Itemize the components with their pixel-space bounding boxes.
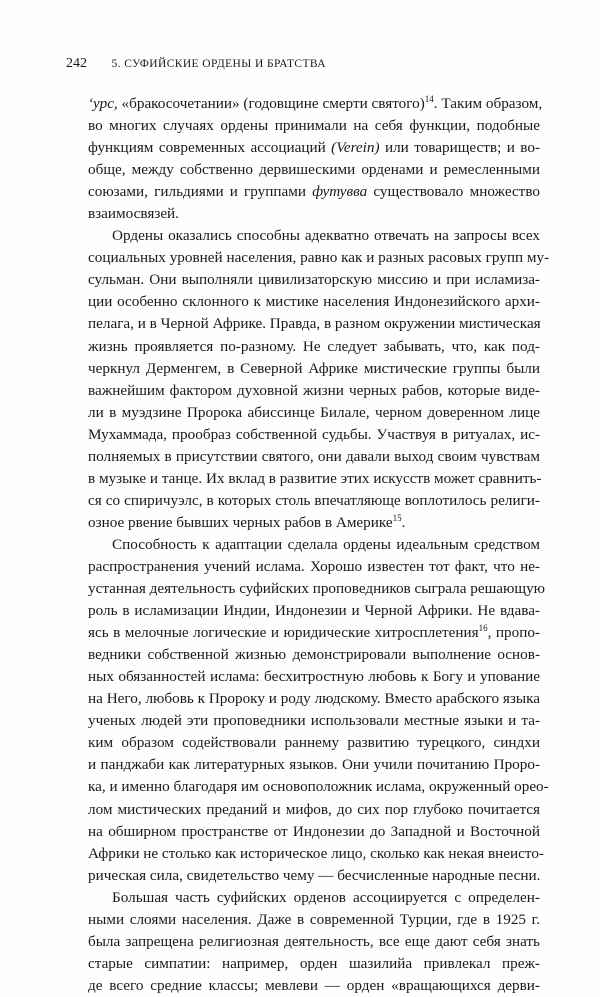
running-head: 5. СУФИЙСКИЕ ОРДЕНЫ И БРАТСТВА bbox=[111, 58, 326, 70]
text-line: во многих случаях ордены принимали на себя функции, подобные bbox=[88, 117, 540, 135]
text-line: функциям современных ассоциаций (Verein) или товариществ; и во- bbox=[88, 139, 540, 157]
text-line: ными слоями населения. Даже в современной Турции, где в 1925 г. bbox=[88, 910, 540, 928]
text-line: жизнь проявляется по-разному. Не следует забывать, что, как под- bbox=[88, 337, 540, 355]
text-line: ясь в мелочные логические и юридические хитросплетения$^{16}$, пропо- bbox=[88, 623, 540, 642]
text-line: обще, между собственно дервишескими орденами и ремесленными bbox=[88, 161, 540, 179]
text-line: Большая часть суфийских орденов ассоциируется с определен- bbox=[112, 888, 540, 906]
text-line: Способность к адаптации сделала ордены идеальным средством bbox=[112, 535, 540, 553]
text-line: ученых людей эти проповедники использовали местные языки и та- bbox=[88, 712, 540, 730]
text-line: полняемых в присутствии святого, они давали выход своим чувствам bbox=[88, 447, 540, 465]
text-line: де всего средние классы; мевлеви — орден «вращающихся дерви- bbox=[88, 976, 540, 994]
text-line: распространения учений ислама. Хорошо известен тот факт, что не- bbox=[88, 557, 540, 575]
text-line: социальных уровней населения, равно как и разных расовых групп му- bbox=[88, 249, 550, 267]
page-number: 242 bbox=[66, 56, 87, 71]
text-line: на обширном пространстве от Индонезии до Западной и Восточной bbox=[88, 822, 540, 840]
text-line: ли в муэдзине Пророка абиссинце Билале, черном доверенном лице bbox=[88, 403, 540, 421]
text-line: была запрещена религиозная деятельность, все еще дают себя знать bbox=[88, 932, 540, 950]
body-text bbox=[88, 93, 550, 997]
page-header bbox=[66, 56, 326, 72]
text-line: в музыке и танце. Их вклад в развитие этих искусств может сравнить- bbox=[88, 469, 542, 487]
text-line: на Него, любовь к Пророку и роду людскому. Вместо арабского языка bbox=[88, 690, 540, 708]
text-line: ‘урс, «бракосочетании» (годовщине смерти святого)$^{14}$. Таким образом, bbox=[88, 93, 543, 112]
text-line: черкнул Дерменгем, в Северной Африке мистические группы были bbox=[88, 359, 540, 377]
text-line: озное рвение бывших черных рабов в Америке$^{15}$. bbox=[88, 512, 406, 531]
text-line: ким образом содействовали раннему развитию турецкого, синдхи bbox=[88, 734, 540, 752]
text-line: роль в исламизации Индии, Индонезии и Черной Африки. Не вдава- bbox=[88, 602, 540, 620]
text-line: ка, и именно благодаря им основоположник ислама, окруженный орео- bbox=[88, 778, 549, 796]
text-line: лом мистических преданий и мифов, до сих пор глубоко почитается bbox=[88, 800, 540, 818]
text-line: сульман. Они выполняли цивилизаторскую миссию и при исламиза- bbox=[88, 271, 540, 289]
text-line: Ордены оказались способны адекватно отвечать на запросы всех bbox=[112, 227, 540, 245]
text-line: старые симпатии: например, орден шазилийа привлекал преж- bbox=[88, 954, 540, 972]
text-line: Мухаммада, прообраз собственной судьбы. Участвуя в ритуалах, ис- bbox=[88, 425, 540, 443]
text-line: устанная деятельность суфийских проповедников сыграла решающую bbox=[88, 580, 546, 598]
text-line: ся со спиричуэлс, в которых столь впечатляюще воплотилось религи- bbox=[88, 491, 540, 509]
text-line: ции особенно склонного к мистике населения Индонезийского архи- bbox=[88, 293, 540, 311]
text-line: Африки не столько как историческое лицо, сколько как некая внеисто- bbox=[88, 844, 544, 862]
text-line: взаимосвязей. bbox=[88, 205, 179, 223]
text-line: ных обязанностей ислама: бесхитростную любовь к Богу и упование bbox=[88, 668, 540, 686]
text-line: пелага, и в Черной Африке. Правда, в разном окружении мистическая bbox=[88, 315, 541, 333]
text-line: рическая сила, свидетельство чему — бесчисленные народные песни. bbox=[88, 866, 541, 884]
text-line: ведники собственной жизнью демонстрировали выполнение основ- bbox=[88, 646, 540, 664]
text-line: союзами, гильдиями и группами футувва существовало множество bbox=[88, 183, 540, 201]
text-line: и панджаби как литературных языков. Они учили почитанию Проро- bbox=[88, 756, 540, 774]
text-line: важнейшим фактором духовной жизни черных рабов, которые виде- bbox=[88, 381, 540, 399]
